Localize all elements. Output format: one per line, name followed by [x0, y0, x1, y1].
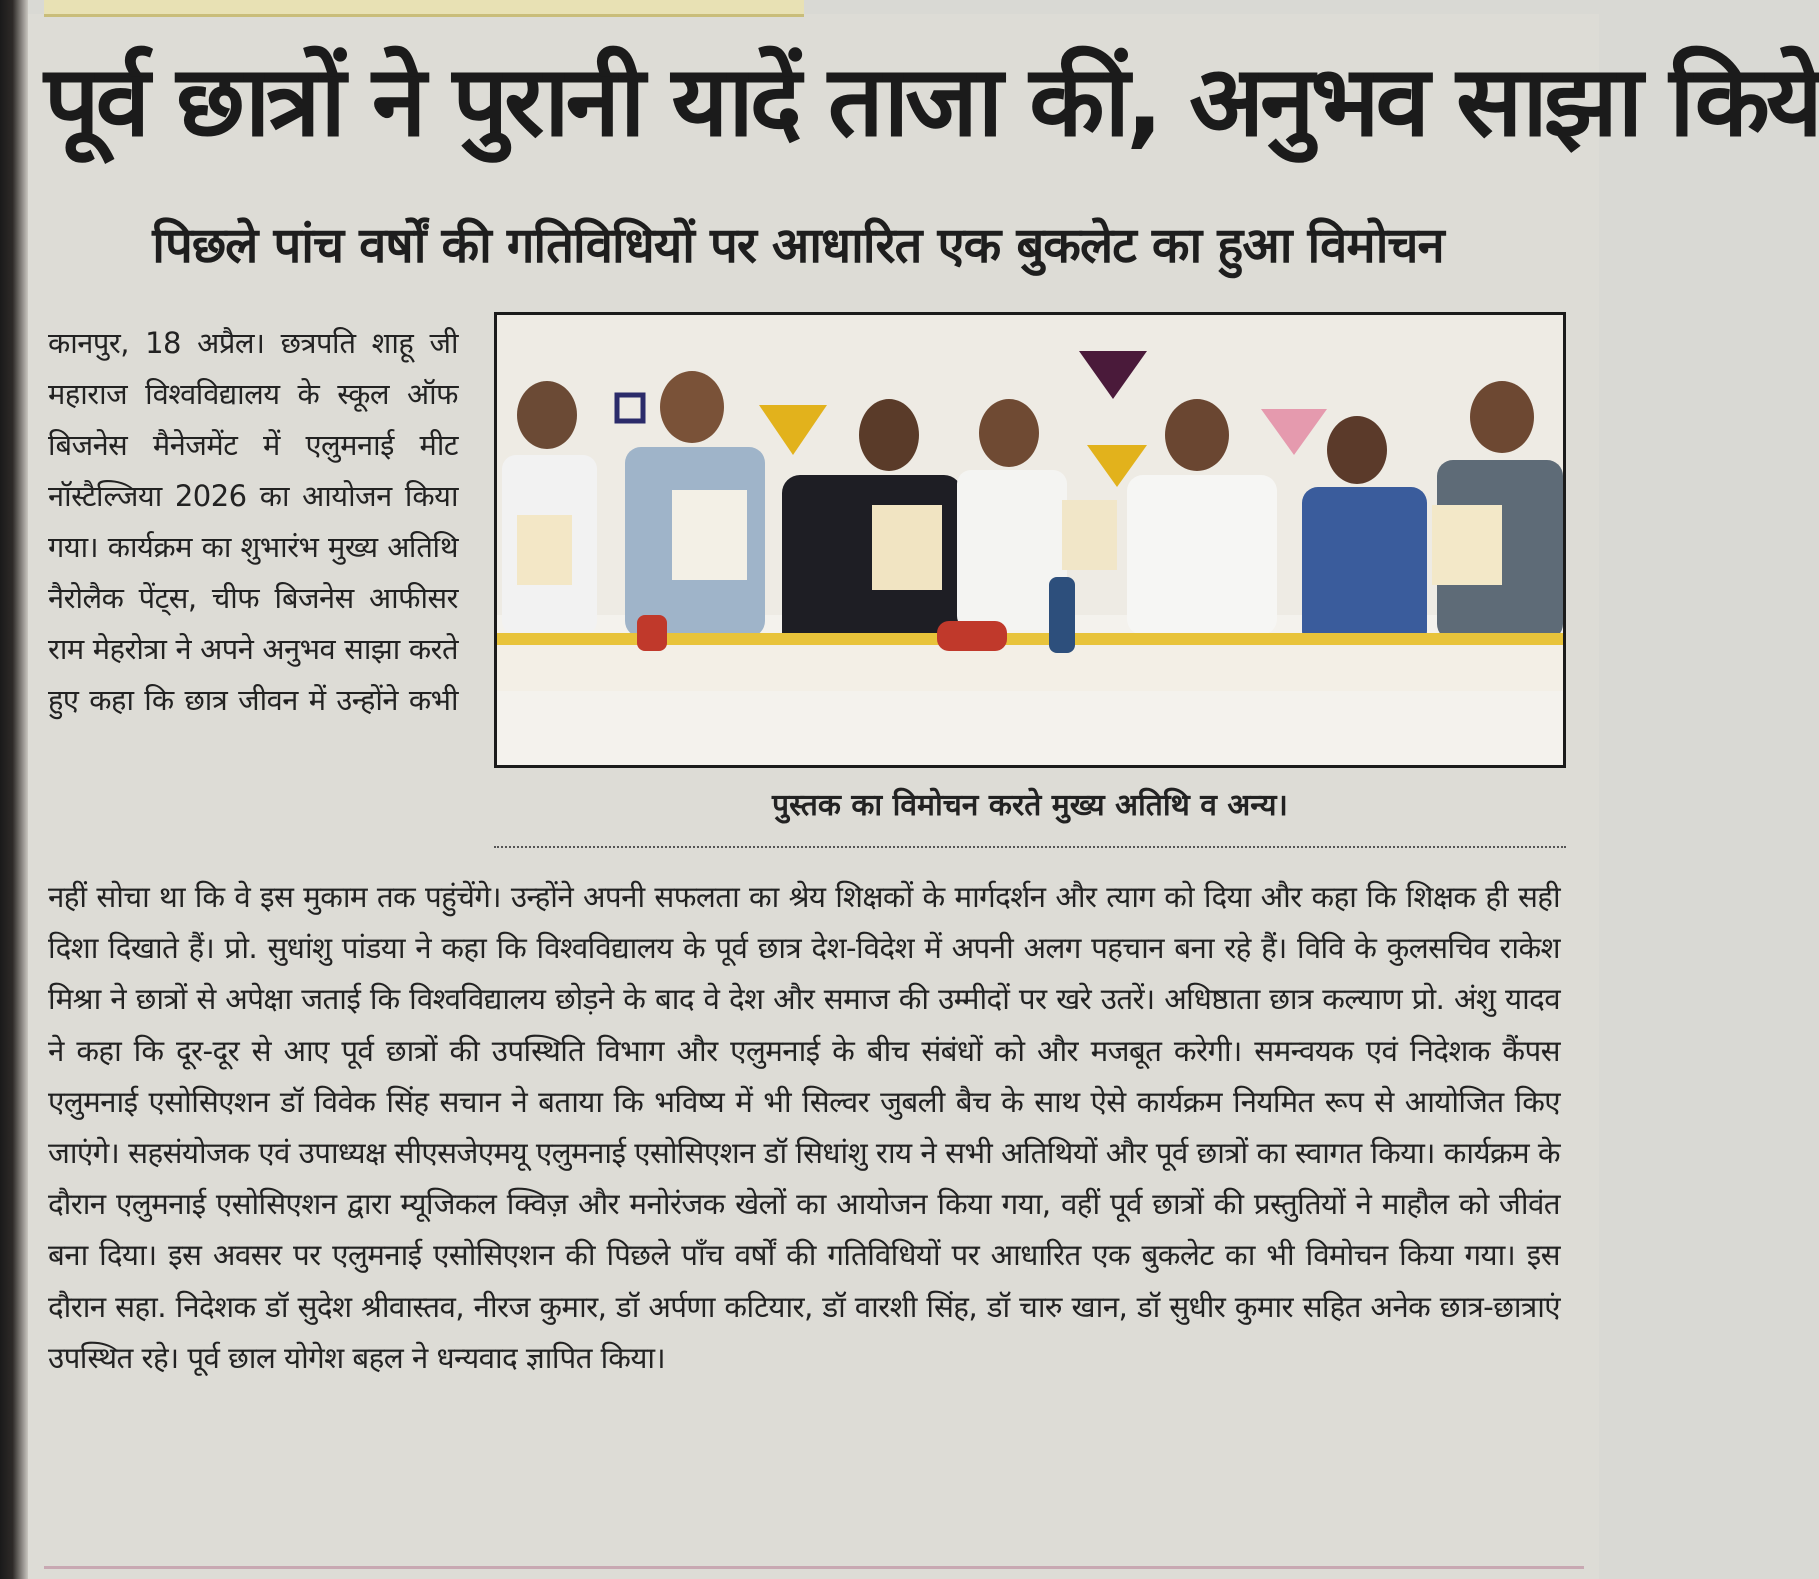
top-color-strip	[44, 0, 804, 17]
bottom-border	[44, 1566, 1584, 1569]
article-body-paragraph: नहीं सोचा था कि वे इस मुकाम तक पहुंचेंगे। उन्होंने अपनी सफलता का श्रेय शिक्षकों के मार्गदर्शन और त्याग को दिया और कहा कि शिक्षक ही सही दिशा दिखाते हैं। प्रो. सुधांशु पांडया ने कहा कि विश्वविद्यालय के पूर्व छात्र देश-विदेश में अपनी अलग पहचान बना रहे हैं। विवि के कुलसचिव राकेश मिश्रा ने छात्रों से अपेक्षा जताई कि विश्वविद्यालय छोड़ने के बाद वे देश और समाज की उम्मीदों पर खरे उतरें। अधिष्ठाता छात्र कल्याण प्रो. अंशु यादव ने कहा कि दूर-दूर से आए पूर्व छात्रों की उपस्थिति विभाग और एलुमनाई के बीच संबंधों को और मजबूत करेगी। समन्वयक एवं निदेशक कैंपस एलुमनाई एसोसिएशन डॉ विवेक सिंह सचान ने बताया कि भविष्य में भी सिल्वर जुबली बैच के साथ ऐसे कार्यक्रम नियमित रूप से आयोजित किए जाएंगे। सहसंयोजक एवं उपाध्यक्ष सीएसजेएमयू एलुमनाई एसोसिएशन डॉ सिधांशु राय ने सभी अतिथियों और पूर्व छात्रों का स्वागत किया। कार्यक्रम के दौरान एलुमनाई एसोसिएशन द्वारा म्यूजिकल क्विज़ और मनोरंजक खेलों का आयोजन किया गया, वहीं पूर्व छात्रों की प्रस्तुतियों ने माहौल को जीवंत बना दिया। इस अवसर पर एलुमनाई एसोसिएशन की पिछले पाँच वर्षों की गतिविधियों पर आधारित एक बुकलेट का भी विमोचन किया गया। इस दौरान सहा. निदेशक डॉ सुदेश श्रीवास्तव, नीरज कुमार, डॉ अर्पणा कटियार, डॉ वारशी सिंह, डॉ चारु खान, डॉ सुधीर कुमार सहित अनेक छात्र-छात्राएं उपस्थित रहे। पूर्व छाल योगेश बहल ने धन्यवाद ज्ञापित किया।	[48, 880, 1560, 1375]
table-item	[937, 621, 1007, 651]
article-subheadline: पिछले पांच वर्षों की गतिविधियों पर आधारित एक बुकलेट का हुआ विमोचन	[152, 217, 1444, 274]
booklet	[872, 505, 942, 590]
booklet	[1062, 500, 1117, 570]
table-cover	[497, 645, 1563, 691]
event-photo	[494, 312, 1566, 768]
booklet	[672, 490, 747, 580]
booklet	[1432, 505, 1502, 585]
table-item	[637, 615, 667, 651]
article-lead-paragraph: कानपुर, 18 अप्रैल। छत्रपति शाहू जी महाराज विश्वविद्यालय के स्कूल ऑफ बिजनेस मैनेजमेंट में एलुमनाई मीट नॉस्टैल्जिया 2026 का आयोजन किया गया। कार्यक्रम का शुभारंभ मुख्य अतिथि नैरोलैक पेंट्स, चीफ बिजनेस आफीसर राम मेहरोत्रा ने अपने अनुभव साझा करते हुए कहा कि छात्र जीवन में उन्होंने कभी	[48, 326, 458, 717]
page-edge-shadow	[0, 0, 28, 1579]
caption-divider	[494, 846, 1566, 848]
article-headline: पूर्व छात्रों ने पुरानी यादें ताजा कीं, अनुभव साझा किये	[44, 45, 1819, 159]
booklet	[517, 515, 572, 585]
photo-caption: पुस्तक का विमोचन करते मुख्य अतिथि व अन्य।	[772, 788, 1288, 823]
event-photo-illustration	[497, 315, 1563, 765]
water-bottle	[1049, 577, 1075, 653]
